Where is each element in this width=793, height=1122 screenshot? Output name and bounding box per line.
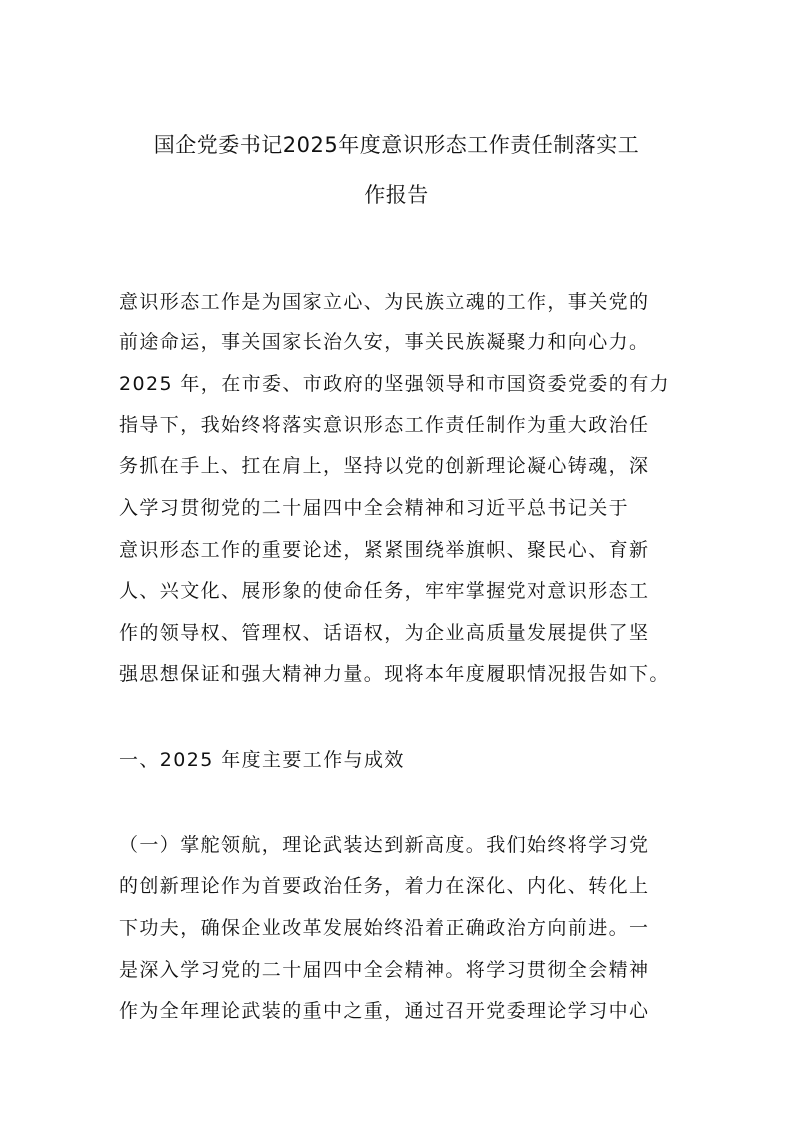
subsection-line-3: 下功夫，确保企业改革发展始终沿着正确政治方向前进。一 [119, 917, 650, 939]
subsection-line-1: （一）掌舵领航，理论武装达到新高度。我们始终将学习党 [119, 834, 650, 856]
intro-line-3: 2025 年，在市委、市政府的坚强领导和市国资委党委的有力 [119, 373, 670, 395]
section-heading: 一、2025 年度主要工作与成效 [119, 749, 405, 771]
subsection-line-2: 的创新理论作为首要政治任务，着力在深化、内化、转化上 [119, 875, 650, 897]
intro-line-5: 务抓在手上、扛在肩上，坚持以党的创新理论凝心铸魂，深 [119, 455, 650, 477]
intro-line-2: 前途命运，事关国家长治久安，事关民族凝聚力和向心力。 [119, 331, 650, 353]
intro-line-6: 入学习贯彻党的二十届四中全会精神和习近平总书记关于 [119, 497, 630, 519]
intro-line-10: 强思想保证和强大精神力量。现将本年度履职情况报告如下。 [119, 663, 670, 685]
intro-line-8: 人、兴文化、展形象的使命任务，牢牢掌握党对意识形态工 [119, 580, 650, 602]
document-title-line-1: 国企党委书记2025年度意识形态工作责任制落实工 [153, 133, 640, 157]
document-title-line-2: 作报告 [364, 183, 429, 207]
subsection-line-5: 作为全年理论武装的重中之重，通过召开党委理论学习中心 [119, 1000, 650, 1022]
intro-line-7: 意识形态工作的重要论述，紧紧围绕举旗帜、聚民心、育新 [119, 539, 650, 561]
intro-line-9: 作的领导权、管理权、话语权，为企业高质量发展提供了坚 [119, 622, 650, 644]
subsection-line-4: 是深入学习党的二十届四中全会精神。将学习贯彻全会精神 [119, 959, 650, 981]
intro-line-4: 指导下，我始终将落实意识形态工作责任制作为重大政治任 [119, 414, 650, 436]
intro-line-1: 意识形态工作是为国家立心、为民族立魂的工作，事关党的 [119, 291, 650, 313]
